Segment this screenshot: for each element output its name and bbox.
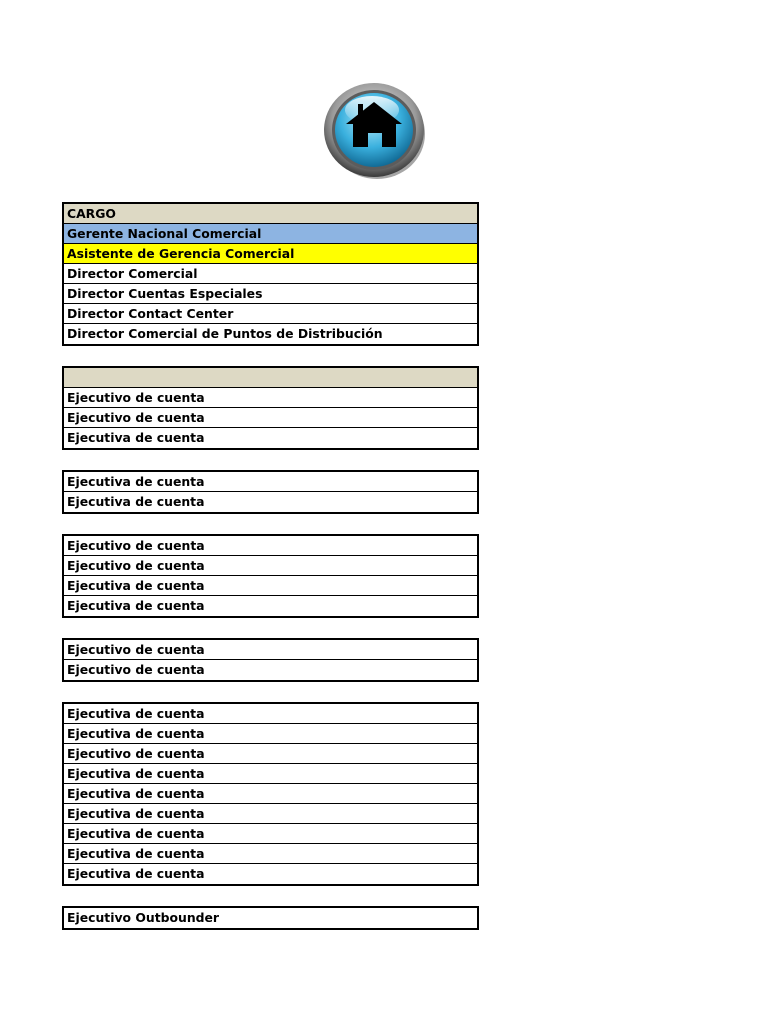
table-row: Director Comercial xyxy=(64,264,477,284)
table-row: Ejecutiva de cuenta xyxy=(67,494,205,509)
table-row: Ejecutiva de cuenta xyxy=(64,576,477,596)
table-row: Director Contact Center xyxy=(64,304,477,324)
group-cargo xyxy=(62,202,479,346)
header-cargo: CARGO xyxy=(64,204,477,224)
table-row: Ejecutivo de cuenta xyxy=(64,536,477,556)
table-row: Ejecutivo de cuenta xyxy=(64,556,477,576)
group-2 xyxy=(62,366,479,450)
table-row: Ejecutiva de cuenta xyxy=(67,866,205,881)
table-row: Ejecutiva de cuenta xyxy=(64,724,477,744)
table-row: Ejecutiva de cuenta xyxy=(64,824,477,844)
table-row: Ejecutivo de cuenta xyxy=(67,662,205,677)
group-7 xyxy=(62,906,479,930)
table-row: Director Cuentas Especiales xyxy=(64,284,477,304)
table-row: Ejecutivo de cuenta xyxy=(64,640,477,660)
table-row: Ejecutiva de cuenta xyxy=(64,784,477,804)
table-row: Ejecutiva de cuenta xyxy=(64,704,477,724)
table-row: Ejecutiva de cuenta xyxy=(67,598,205,613)
table-row: Ejecutivo de cuenta xyxy=(64,408,477,428)
group-5 xyxy=(62,638,479,682)
group-4 xyxy=(62,534,479,618)
table-row: Ejecutiva de cuenta xyxy=(64,804,477,824)
table-row: Ejecutivo de cuenta xyxy=(64,388,477,408)
table-row: Director Comercial de Puntos de Distribución xyxy=(67,326,383,341)
header-empty xyxy=(64,368,477,388)
home-icon xyxy=(322,80,426,180)
table-row: Ejecutivo Outbounder xyxy=(67,910,220,925)
row-gerente-nacional: Gerente Nacional Comercial xyxy=(64,224,477,244)
group-3 xyxy=(62,470,479,514)
table-row: Ejecutiva de cuenta xyxy=(64,472,477,492)
row-asistente-gerencia: Asistente de Gerencia Comercial xyxy=(64,244,477,264)
table-row: Ejecutivo de cuenta xyxy=(64,744,477,764)
cargo-table xyxy=(62,202,479,930)
table-row: Ejecutiva de cuenta xyxy=(67,430,205,445)
table-row: Ejecutiva de cuenta xyxy=(64,764,477,784)
group-6 xyxy=(62,702,479,886)
home-button[interactable] xyxy=(322,80,426,180)
table-row: Ejecutiva de cuenta xyxy=(64,844,477,864)
